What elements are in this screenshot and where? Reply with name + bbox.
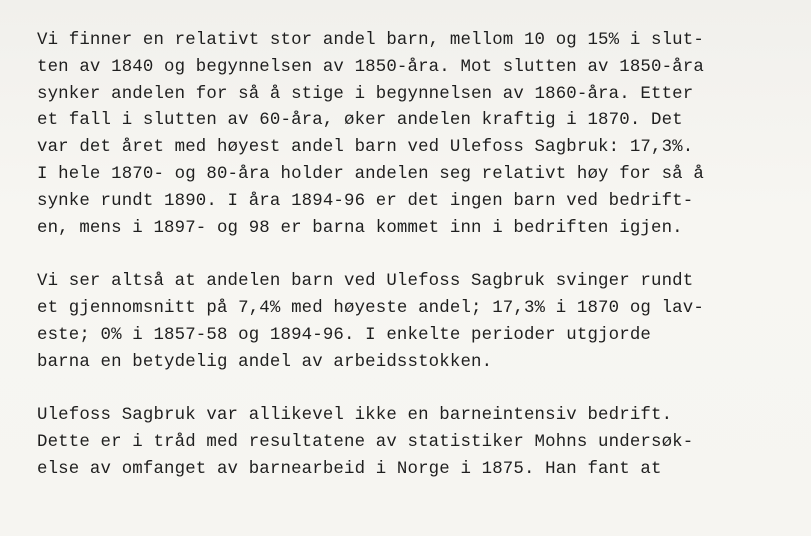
- text-line: et fall i slutten av 60-åra, øker andelen kraftig i 1870. Det: [37, 111, 683, 131]
- text-line: et gjennomsnitt på 7,4% med høyeste andel; 17,3% i 1870 og lav-: [37, 298, 704, 318]
- paragraph-2: [37, 269, 797, 376]
- paragraph-3: [37, 403, 797, 483]
- text-line: var det året med høyest andel barn ved Ulefoss Sagbruk: 17,3%.: [37, 138, 694, 158]
- text-line: Dette er i tråd med resultatene av statistiker Mohns undersøk-: [37, 432, 694, 452]
- text-line: I hele 1870- og 80-åra holder andelen seg relativt høy for så å: [37, 164, 704, 184]
- body-text: [37, 28, 797, 484]
- text-line: synker andelen for så å stige i begynnelsen av 1860-åra. Etter: [37, 84, 694, 104]
- text-line: este; 0% i 1857-58 og 1894-96. I enkelte perioder utgjorde: [37, 325, 651, 345]
- text-line: ten av 1840 og begynnelsen av 1850-åra. Mot slutten av 1850-åra: [37, 57, 704, 77]
- text-line: synke rundt 1890. I åra 1894-96 er det ingen barn ved bedrift-: [37, 191, 694, 211]
- text-line: en, mens i 1897- og 98 er barna kommet inn i bedriften igjen.: [37, 218, 683, 238]
- text-line: barna en betydelig andel av arbeidsstokken.: [37, 352, 493, 372]
- bleed-through-text: [36, 0, 796, 8]
- paragraph-1: [37, 28, 797, 242]
- text-line: Vi ser altså at andelen barn ved Ulefoss Sagbruk svinger rundt: [37, 272, 694, 292]
- text-line: Ulefoss Sagbruk var allikevel ikke en barneintensiv bedrift.: [37, 406, 673, 426]
- text-line: Vi finner en relativt stor andel barn, mellom 10 og 15% i slut-: [37, 31, 704, 50]
- text-line: else av omfanget av barnearbeid i Norge i 1875. Han fant at: [37, 459, 662, 479]
